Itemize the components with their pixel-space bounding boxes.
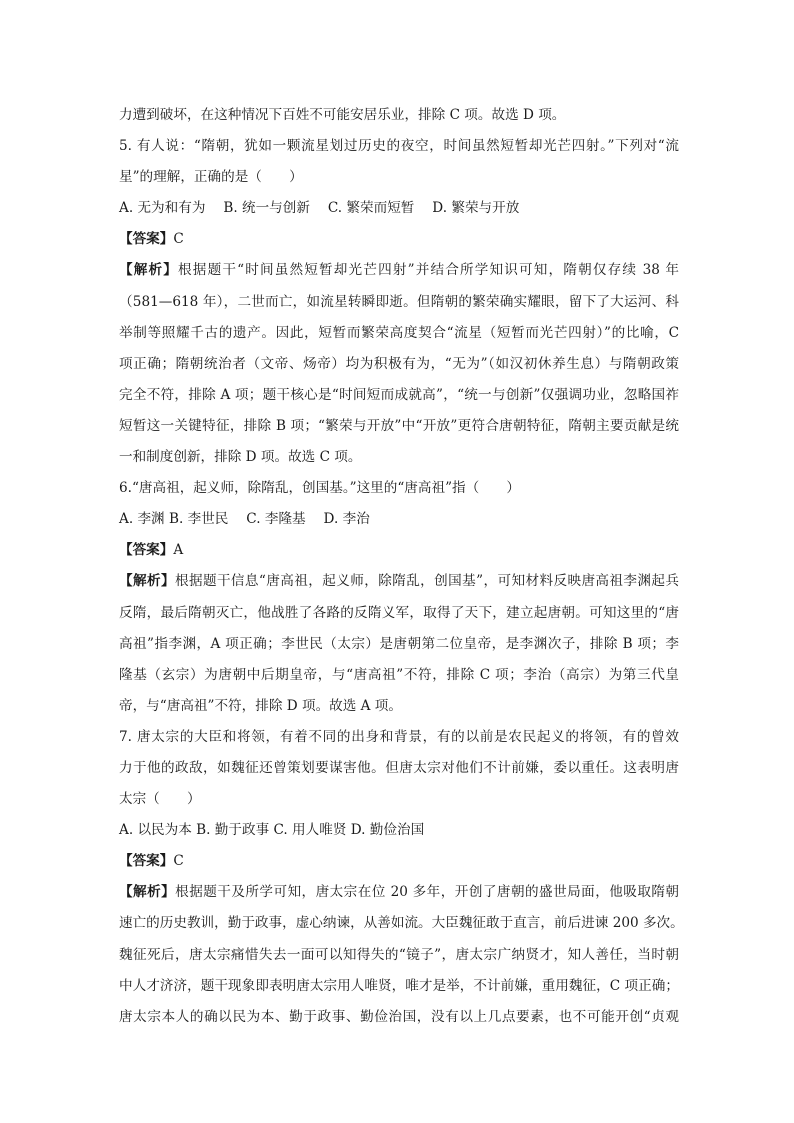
question-6-stem: 6.“唐高祖，起义师，除隋乱，创国基。”这里的“唐高祖”指（ ） <box>119 480 520 497</box>
answer-tag: 【答案】 <box>119 231 174 248</box>
answer-tag: 【答案】 <box>119 853 174 870</box>
text-line: （581—618 年），二世而亡，如流星转瞬即逝。但隋朝的繁荣确实耀眼，留下了大运河、科 <box>119 293 679 310</box>
text-line: 魏征死后，唐太宗痛惜失去一面可以知得失的“镜子”，唐太宗广纳贤才，知人善任，当时朝 <box>119 946 679 963</box>
question-6-options: A. 李渊 B. 李世民 C. 李隆基 D. 李治 <box>119 511 370 528</box>
analysis-6 <box>119 566 679 597</box>
text-line: 项正确；隋朝统治者（文帝、炀帝）均为积极有为，“无为”（如汉初休养生息）与隋朝政策 <box>119 355 679 372</box>
text-line: 高祖”指李渊，A 项正确；李世民（太宗）是唐朝第二位皇帝，是李渊次子，排除 B 项；李 <box>119 635 679 652</box>
text-line: 举制等照耀千古的遗产。因此，短暂而繁荣高度契合“流星（短暂而光芒四射）”的比喻，C <box>119 324 679 341</box>
answer-value: A <box>173 542 184 559</box>
text-line: 唐太宗本人的确以民为本、勤于政事、勤俭治国，没有以上几点要素，也不可能开创“贞观 <box>119 1008 679 1025</box>
answer-value: C <box>173 853 184 870</box>
analysis-text: 根据题干“时间虽然短暂却光芒四射”并结合所学知识可知，隋朝仅存续 38 年 <box>178 262 679 279</box>
answer-7 <box>119 846 679 877</box>
answer-5 <box>119 224 679 255</box>
answer-6 <box>119 535 679 566</box>
text-line: 力遭到破坏，在这种情况下百姓不可能安居乐业，排除 C 项。故选 D 项。 <box>119 107 566 123</box>
text-line: 中人才济济，题干现象即表明唐太宗用人唯贤，唯才是举，不计前嫌，重用魏征，C 项正确； <box>119 977 679 994</box>
analysis-5 <box>119 255 679 286</box>
question-7-stem: 7. 唐太宗的大臣和将领，有着不同的出身和背景，有的以前是农民起义的将领，有的曾效 <box>119 728 679 745</box>
text-line: 一和制度创新，排除 D 项。故选 C 项。 <box>119 449 362 466</box>
text-line: 帝，与“唐高祖”不符，排除 D 项。故选 A 项。 <box>119 697 402 714</box>
question-5-options: A. 无为和有为 B. 统一与创新 C. 繁荣而短暂 D. 繁荣与开放 <box>119 200 520 217</box>
analysis-7 <box>119 877 679 908</box>
answer-tag: 【答案】 <box>119 542 174 559</box>
question-7-stem-end: 太宗（ ） <box>119 791 201 808</box>
question-7-options: A. 以民为本 B. 勤于政事 C. 用人唯贤 D. 勤俭治国 <box>119 822 425 839</box>
text-line: 完全不符，排除 A 项；题干核心是“时间短而成就高”，“统一与创新”仅强调功业，忽略国祚 <box>119 386 679 403</box>
text-line: 反隋，最后隋朝灭亡，他战胜了各路的反隋义军，取得了天下，建立起唐朝。可知这里的“唐 <box>119 604 679 621</box>
answer-value: C <box>173 231 184 248</box>
document-page <box>119 100 684 1033</box>
analysis-text: 根据题干及所学可知，唐太宗在位 20 多年，开创了唐朝的盛世局面，他吸取隋朝 <box>175 884 680 901</box>
analysis-tag: 【解析】 <box>119 262 179 279</box>
question-7-stem-cont: 力于他的政敌，如魏征还曾策划要谋害他。但唐太宗对他们不计前嫌，委以重任。这表明唐 <box>119 759 679 776</box>
analysis-tag: 【解析】 <box>119 573 175 590</box>
analysis-tag: 【解析】 <box>119 884 176 901</box>
text-line: 短暂这一关键特征，排除 B 项；“繁荣与开放”中“开放”更符合唐朝特征，隋朝主要贡献是统 <box>119 417 679 434</box>
text-line: 速亡的历史教训，勤于政事，虚心纳谏，从善如流。大臣魏征敢于直言，前后进谏 200 多次。 <box>119 915 684 932</box>
question-5-stem-cont: 星”的理解，正确的是（ ） <box>119 169 303 186</box>
analysis-text: 根据题干信息“唐高祖，起义师，除隋乱，创国基”，可知材料反映唐高祖李渊起兵 <box>174 573 679 590</box>
text-line: 隆基（玄宗）为唐朝中后期皇帝，与“唐高祖”不符，排除 C 项；李治（高宗）为第三代皇 <box>119 666 679 683</box>
question-5-stem: 5. 有人说：“隋朝，犹如一颗流星划过历史的夜空，时间虽然短暂却光芒四射。”下列对“流 <box>119 138 679 155</box>
